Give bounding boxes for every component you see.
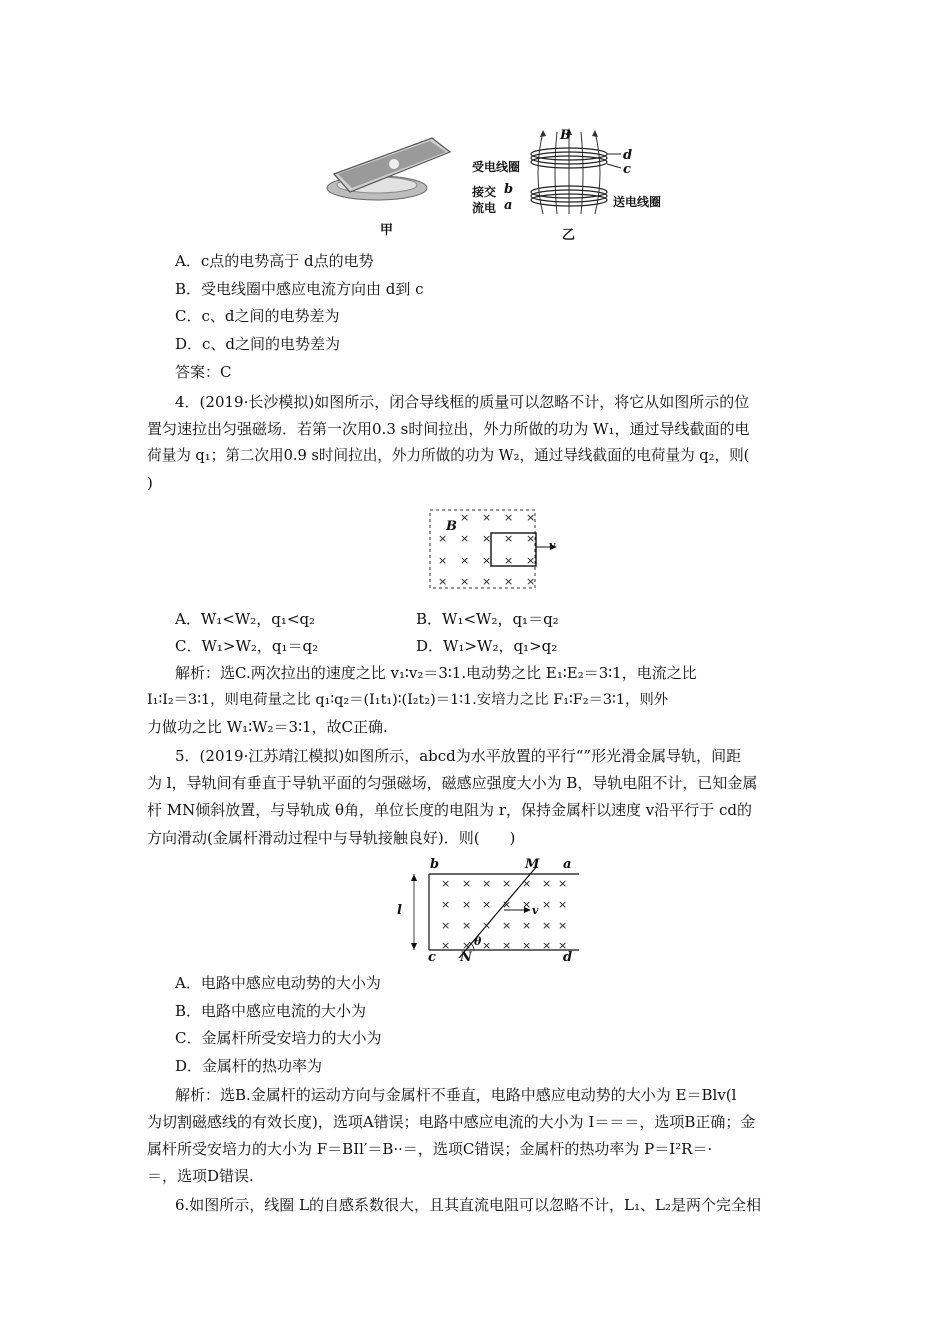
fig1-label-send-coil: 送电线圈 [613, 195, 662, 209]
q5-solution-line-2: 为切割磁感线的有效长度)，选项A错误；电路中感应电流的大小为 I＝＝＝，选项B正确；金 [147, 1113, 756, 1131]
field-cross-mark: × [438, 554, 448, 567]
fig1-label-d: d [623, 148, 633, 163]
field-cross-mark: × [482, 919, 492, 932]
field-cross-mark: × [441, 877, 451, 890]
field-cross-mark: × [502, 898, 512, 911]
q3-answer: 答案：C [175, 363, 232, 381]
q5-option-b: B．电路中感应电流的大小为 [175, 1002, 367, 1020]
field-cross-mark: × [482, 511, 492, 524]
q5-fig-label-N: N [460, 950, 472, 965]
q3-option-d: D．c、d之间的电势差为 [175, 335, 341, 353]
field-cross-mark: × [558, 919, 568, 932]
field-cross-mark: × [502, 877, 512, 890]
field-cross-mark: × [482, 898, 492, 911]
field-cross-mark: × [482, 554, 492, 567]
q5-option-d: D．金属杆的热功率为 [175, 1057, 323, 1075]
field-cross-mark: × [542, 939, 552, 952]
field-cross-mark: × [502, 919, 512, 932]
q3-option-c: C．c、d之间的电势差为 [175, 307, 340, 325]
q4-solution-line-3: 力做功之比 W₁∶W₂＝3∶1，故C正确. [147, 718, 388, 736]
field-cross-mark: × [482, 575, 492, 588]
field-cross-mark: × [522, 898, 532, 911]
q5-stem-line-4: 方向滑动(金属杆滑动过程中与导轨接触良好)．则( ) [147, 829, 516, 847]
field-cross-mark: × [460, 532, 470, 545]
field-cross-mark: × [441, 919, 451, 932]
field-cross-mark: × [504, 575, 514, 588]
field-cross-mark: × [462, 919, 472, 932]
q4-solution-line-1: 解析：选C.两次拉出的速度之比 v₁∶v₂＝3∶1.电动势之比 E₁∶E₂＝3∶1，电流之比 [175, 664, 697, 682]
q5-fig-label-theta: θ [474, 935, 482, 948]
field-cross-mark: × [462, 898, 472, 911]
field-cross-mark: × [522, 877, 532, 890]
q4-option-d: D．W₁>W₂，q₁>q₂ [416, 637, 558, 655]
field-cross-mark: × [558, 898, 568, 911]
fig1-caption-right: 乙 [562, 228, 576, 243]
field-cross-mark: × [558, 877, 568, 890]
field-cross-mark: × [542, 919, 552, 932]
q5-option-a: A．电路中感应电动势的大小为 [175, 974, 381, 992]
field-cross-mark: × [462, 877, 472, 890]
q5-solution-line-3: 属杆所受安培力的大小为 F＝BIl′＝B··＝，选项C错误；金属杆的热功率为 P＝I²R＝· [147, 1140, 713, 1158]
q5-option-c: C．金属杆所受安培力的大小为 [175, 1029, 382, 1047]
q4-stem-line-1: 4．(2019·长沙模拟)如图所示，闭合导线框的质量可以忽略不计，将它从如图所示的位 [175, 393, 750, 411]
q4-option-c: C．W₁>W₂，q₁＝q₂ [175, 637, 319, 655]
field-cross-mark: × [462, 939, 472, 952]
q4-fig-label-v: v [549, 539, 556, 552]
fig1-label-B: B [560, 128, 571, 143]
field-cross-mark: × [460, 575, 470, 588]
q4-stem-line-3: 荷量为 q₁；第二次用0.9 s时间拉出，外力所做的功为 W₂，通过导线截面的电荷量为 q₂，则( [147, 447, 750, 464]
field-cross-mark: × [482, 532, 492, 545]
fig1-label-ac-2: 流电 [472, 201, 497, 215]
q4-fig-label-B: B [446, 519, 457, 534]
field-cross-mark: × [460, 511, 470, 524]
field-cross-mark: × [441, 898, 451, 911]
field-cross-mark: × [504, 511, 514, 524]
q5-stem-line-3: 杆 MN倾斜放置，与导轨成 θ角，单位长度的电阻为 r，保持金属杆以速度 v沿平行于 cd的 [147, 801, 753, 819]
q5-fig-label-d: d [563, 950, 573, 965]
field-cross-mark: × [441, 939, 451, 952]
q5-fig-label-c: c [428, 950, 436, 965]
q4-stem-line-2: 置匀速拉出匀强磁场．若第一次用0.3 s时间拉出，外力所做的功为 W₁，通过导线截面的电 [147, 420, 750, 438]
q3-option-a: A．c点的电势高于 d点的电势 [175, 252, 374, 270]
field-cross-mark: × [526, 532, 536, 545]
q4-solution-line-2: I₁∶I₂＝3∶1，则电荷量之比 q₁∶q₂＝(I₁t₁)∶(I₂t₂)＝1∶1.安培力之比 F₁∶F₂＝3∶1，则外 [147, 692, 669, 708]
field-cross-mark: × [526, 554, 536, 567]
q5-stem-line-2: 为 l，导轨间有垂直于导轨平面的匀强磁场，磁感应强度大小为 B，导轨电阻不计，已知金属 [147, 774, 758, 792]
field-cross-mark: × [482, 877, 492, 890]
field-cross-mark: × [504, 532, 514, 545]
fig1-caption-left: 甲 [380, 223, 394, 238]
q3-option-b: B．受电线圈中感应电流方向由 d到 c [175, 280, 424, 298]
q5-stem-line-1: 5．(2019·江苏靖江模拟)如图所示，abcd为水平放置的平行“”形光滑金属导轨，间距 [175, 747, 742, 765]
q4-option-b: B．W₁<W₂，q₁＝q₂ [416, 610, 559, 628]
field-cross-mark: × [522, 919, 532, 932]
q5-solution-line-4: ＝，选项D错误. [147, 1167, 254, 1185]
q6-stem-line-1: 6.如图所示，线圈 L的自感系数很大，且其直流电阻可以忽略不计，L₁、L₂是两个完全相 [175, 1196, 761, 1214]
fig1-label-ac-1: 接交 [472, 185, 497, 199]
phone-charger-illustration [322, 130, 452, 210]
fig1-label-b: b [504, 182, 514, 197]
q5-fig-label-v: v [532, 904, 539, 917]
field-cross-mark: × [522, 939, 532, 952]
field-cross-mark: × [558, 939, 568, 952]
q5-fig-label-M: M [525, 857, 540, 872]
field-cross-mark: × [460, 554, 470, 567]
field-cross-mark: × [482, 939, 492, 952]
q5-solution-line-1: 解析：选B.金属杆的运动方向与金属杆不垂直，电路中感应电动势的大小为 E＝Blv(l [175, 1086, 737, 1104]
q5-fig-label-b: b [430, 857, 440, 872]
q5-fig-label-a: a [563, 857, 572, 872]
q5-fig-label-l: l [397, 903, 402, 918]
q4-stem-line-4: ) [147, 474, 153, 492]
field-cross-mark: × [542, 898, 552, 911]
field-cross-mark: × [438, 532, 448, 545]
fig1-label-a: a [504, 198, 513, 213]
fig1-label-receive-coil: 受电线圈 [472, 160, 521, 174]
field-cross-mark: × [438, 575, 448, 588]
q4-option-a: A．W₁<W₂，q₁<q₂ [175, 610, 316, 628]
field-cross-mark: × [526, 511, 536, 524]
field-cross-mark: × [542, 877, 552, 890]
fig1-label-c: c [623, 162, 631, 177]
field-cross-mark: × [526, 575, 536, 588]
field-cross-mark: × [504, 554, 514, 567]
field-cross-mark: × [502, 939, 512, 952]
